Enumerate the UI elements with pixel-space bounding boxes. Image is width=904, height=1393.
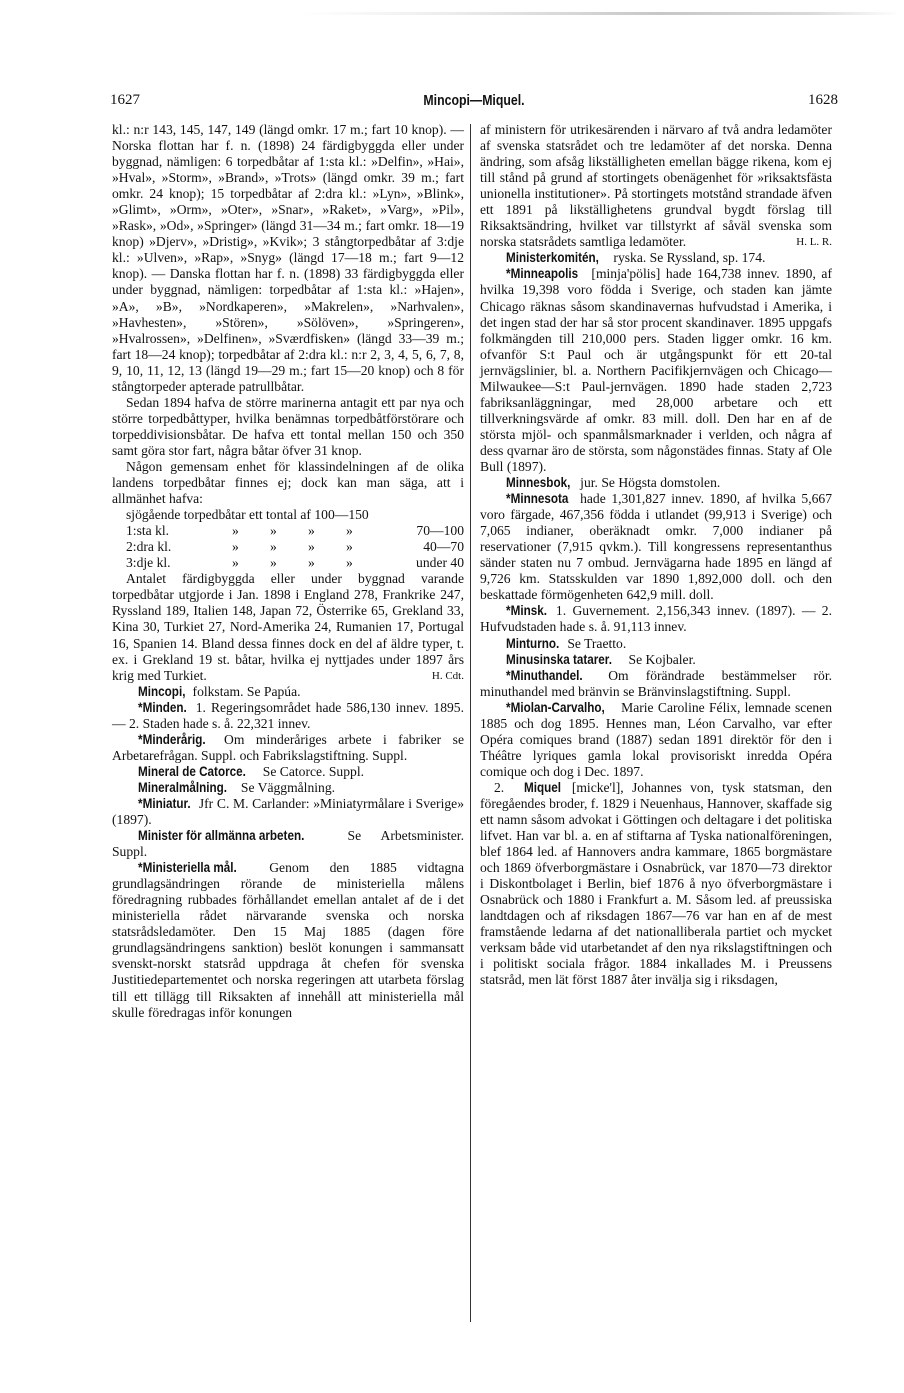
table-row [126,523,464,539]
ditto-mark: » [269,523,277,539]
entry-headword: *Miolan-Carvalho, [506,699,605,715]
entry [112,796,464,828]
entry [112,780,464,796]
entry-headword: Mincopi, [138,683,186,699]
tonnage-table [126,523,464,571]
entry [480,250,832,266]
entry [480,475,832,491]
entry [112,764,464,780]
paragraph [480,122,832,250]
entry [480,603,832,635]
author-signature: H. L. R. [796,236,832,249]
entry-headword: Minister för allmänna arbeten. [138,828,305,844]
entry-text: Se Traetto. [563,635,627,651]
entry-headword: *Minnesota [506,491,569,507]
entry [480,491,832,603]
entry [480,652,832,668]
entry-number: 2. [494,779,513,795]
row-value: 40—70 [423,539,464,555]
page-header [110,92,838,116]
entry-text: 1. Regeringsområdet hade 586,130 innev. 1895. — 2. Staden hade s. å. 22,321 innev. [112,699,464,731]
entry-headword: Ministerkomitén, [506,250,599,266]
entry-headword: *Ministeriella mål. [138,860,237,876]
entry [480,636,832,652]
entry-headword: Minusinska tatarer. [506,651,612,667]
ditto-mark: » [345,539,353,555]
entry [112,684,464,700]
entry [112,732,464,764]
entry-text: 1. Guvernement. 2,156,343 innev. (1897). — 2. Hufvudstaden hade s. å. 91,113 innev. [480,603,832,635]
table-heading: sjögående torpedbåtar ett tontal af 100—150 [126,507,369,523]
entry-headword: *Minsk. [506,603,547,619]
ditto-mark: » [231,539,239,555]
entry-text: Se Väggmålning. [237,779,336,795]
entry-headword: *Minuthandel. [506,667,583,683]
paragraph: Någon gemensam enhet för klassindelningen af de olika landens torpedbåtar finnes ej; dock kan man säga, att i allmänhet hafva: [112,458,464,507]
entry-headword: Mineral de Catorce. [138,763,246,779]
paragraph [112,571,464,683]
entry-headword: Mineralmålning. [138,779,228,795]
row-label: 2:dra kl. [126,539,172,555]
table-row [126,539,464,555]
right-column [480,122,832,989]
left-column [112,122,464,1021]
entry-headword: *Miniatur. [138,795,191,811]
entry-text: jur. Se Högsta domstolen. [576,475,721,491]
ditto-mark: » [345,523,353,539]
ditto-mark: » [307,555,315,571]
entry-text: Jfr C. M. Carlander: »Miniatyrmålare i Sverige» (1897). [112,795,464,828]
paragraph: Sedan 1894 hafva de större marinerna antagit ett par nya och större torpedbåttyper, hvilka benämnas torpedbåtförstörare och torpeddivisionsbåtar. De hafva ett tontal mellan 150 och 350 samt göra stor fart, några båtar öfver 31 knop. [112,394,464,458]
table-row [126,555,464,571]
entry-headword: Minnesbok, [506,475,571,491]
entry-text: Genom den 1885 vidtagna grundlagsändringen rörande de ministeriella målens föredragning rubbades förhållandet emellan antalet af de i det ministeriella rådet närvarande svenska och norska statsrådsledamöter. Den 15 Maj 1885 (dagen före grundlagsändringens sanktion) beslöt konungen i sammansatt svenskt-norskt statsråd uppdraga åt chefen för svenska Justitiedepartementet och norska regeringen att utarbeta förslag till ett tillägg till Riksakten af innehåll att ministeriella mål skulle föredragas inför konungen [112,860,464,1020]
entry-text: [minja'pölis] hade 164,738 innev. 1890, af hvilka 19,398 voro födda i Sverige, och staden kan jämte Chicago räknas såsom skandinavernas hufvudstad i Amerika, i det ingen stad der har så stor procent skandinaver. 1895 uppgafs folkmängden till 210,000 pers. Staden ligger omkr. 16 km. ofvanför S:t Paul och är utgångspunkt för ett 20-tal jernvägslinier, bl. a. Northern Pacifikjernvägen och Chicago—Milwaukee—S:t Paul-jernvägen. 1890 hade staden 2,723 fabriksanläggningar, med 28,000 arbetare och ett tillverkningsvärde af omkr. 83 mill. doll. Den har en af de största mjöl- och spanmålsmarknader i verlden, och några af dess qvarnar äro de största, som någonstädes finnas. Staty af Ole Bull (1897). [480,266,832,474]
author-signature: H. Cdt. [431,669,464,682]
page-number-right: 1628 [808,92,838,108]
paragraph-text: af ministern för utrikesärenden i närvaro af två andra ledamöter af svenska statsrådet och tre ledamöter af det norska. Denna ändring, som afsåg likställigheten emellan bägge rikena, kom ej till stånd på grund af stortingets obenägenhet för »riksaktsfästa unionella institutioner». På stortingets motstånd strandade äfven ett 1891 på likställighetens grundval bygdt förslag till Riksaktsändring, hvilket var tillstyrkt af såväl svenska som norska statsrådets samtliga ledamöter. [480,122,832,250]
entry [480,266,832,475]
row-value: 70—100 [416,523,464,539]
entry [112,700,464,732]
entry-text: Se Arbetsminister. Suppl. [112,828,464,860]
entry-headword: *Minderårig. [138,731,206,747]
running-title: Mincopi—Miquel. [423,92,525,109]
entry-text: Marie Caroline Félix, lemnade scenen 1885 och dog 1895. Hennes man, Léon Carvalho, var efter Opéra comiques brand (1887) sedan 1891 direktör för den i Théâtre lyriques gamla lokal provisoriskt inredda Opéra comique och dog i Dec. 1897. [480,699,832,779]
entry-headword: *Minden. [138,699,187,715]
ditto-mark: » [345,555,353,571]
entry-text: Se Catorce. Suppl. [259,763,364,779]
entry [112,860,464,1020]
column-divider [470,124,471,1322]
paragraph: kl.: n:r 143, 145, 147, 149 (längd omkr. 17 m.; fart 10 knop). — Norska flottan har f. n. (1898) 24 färdigbyggda eller under byggnad, nämligen: 6 torpedbåtar af 1:sta kl.: »Delfin», »Hai», »Hval», »Storm», »Brand», »Trots» (längd omkr. 39 m.; fart omkr. 24 knop); 15 torpedbåtar af 2:dra kl.: »Lyn», »Blink», »Glimt», »Orm», »Oter», »Snar», »Raket», »Varg», »Pil», »Rask», »Od», »Springer» (längd 31—34 m.; fart omkr. 18—19 knop) »Djerv», »Dristig», »Kvik»; 3 stångtorpedbåtar af 3:dje kl.: »Ulven», »Rap», »Snyg» (längd 17—18 m.; fart 9—12 knop). — Danska flottan har f. n. (1898) 33 färdigbyggda eller under byggnad, nämligen: torpedbåtar af 1:sta kl.: »Hajen», »A», »B», »Nordkaperen», »Makrelen», »Narhvalen», »Havhesten», »Stören», »Sölöven», »Springeren», »Hvalrossen», »Delfinen», »Sværdfisken» (längd 33—39 m.; fart 18—24 knop); torpedbåtar af 2:dra kl.: n:r 2, 3, 4, 5, 6, 7, 8, 9, 10, 11, 12, 13 (längd 19—29 m.; fart 15—20 knop) och 8 för stångtorpeder apterade patrullbåtar. [112,122,464,394]
entry [480,668,832,700]
row-label: 1:sta kl. [126,523,170,539]
row-value: under 40 [416,555,464,571]
entry-text: hade 1,301,827 innev. 1890, af hvilka 5,667 voro färgade, 467,356 födda i utlandet (99,913 i Sverige) och 7,065 indianer, oberäknadt omkr. 7,000 indianer på reservationer (7,915 qvkm.). Till kongressens representanthus sänder staten nu 7 ombud. Jernvägarna hade 1895 en längd af 9,726 km. Statsskulden var 1890 1,892,000 doll. och den beskattade förmögenheten 642,9 mill. doll. [480,491,832,603]
entry-text: Om förändrade bestämmelser rör. minuthandel med bränvin se Bränvinslagstiftning. Suppl. [480,667,832,699]
ditto-mark: » [231,523,239,539]
scan-artifact-line [300,12,900,15]
row-label: 3:dje kl. [126,555,171,571]
ditto-mark: » [269,539,277,555]
ditto-mark: » [307,523,315,539]
entry-headword: Miquel [524,779,562,795]
entry-headword: *Minneapolis [506,266,579,282]
entry [112,828,464,860]
entry [480,700,832,780]
paragraph-text: Antalet färdigbyggda eller under byggnad varande torpedbåtar utgjorde i Jan. 1898 i England 278, Frankrike 247, Ryssland 189, Italien 148, Japan 72, Österrike 65, Grekland 33, Kina 30, Turkiet 27, Nord-Amerika 24, Rumanien 17, Portugal 16, Spanien 14. Bland dessa finnes dock en del af äldre typer, t. ex. i Grekland 19 st. båtar, hvilka ej nyttjades under 1897 års krig med Turkiet. [112,571,464,683]
entry-text: ryska. Se Ryssland, sp. 174. [610,250,766,266]
ditto-mark: » [231,555,239,571]
entry [480,780,832,989]
entry-text: folkstam. Se Papúa. [189,683,301,699]
entry-text: Se Kojbaler. [625,651,696,667]
page-number-left: 1627 [110,92,140,108]
entry-headword: Minturno. [506,635,560,651]
ditto-mark: » [307,539,315,555]
entry-text: [micke'l], Johannes von, tysk statsman, den föregåendes broder, f. 1829 i Neuenhaus, Hannover, skaffade sig ett namn såsom advokat i Göttingen och deltagare i det politiska lifvet. Han var bl. a. en af stiftarna af Tyska nationalföreningen, blef 1864 led. af Hannovers andra kammare, 1865 borgmästare och 1869 öfverborgmästare i Osnabrück, var 1870—73 direktor i Diskontbolaget i Berlin, bief 1876 å nyo öfverborgmästare i Osnabrück och 1880 i Frankfurt a. M. Såsom led. af preussiska landtdagen och af riksdagen 1867—76 var han en af de mest framstående ledarna af det nationalliberala partiet och mycket verksam både vid utarbetandet af den nya rikslagstiftningen och i politiskt sociala frågor. 1884 inkallades M. i Preussens statsråd, men lät först 1887 åter invälja sig i riksdagen, [480,779,832,988]
ditto-mark: » [269,555,277,571]
entry-text: Om minderåriges arbete i fabriker se Arbetarefrågan. Suppl. och Fabrikslagstiftning. Suppl. [112,731,464,763]
